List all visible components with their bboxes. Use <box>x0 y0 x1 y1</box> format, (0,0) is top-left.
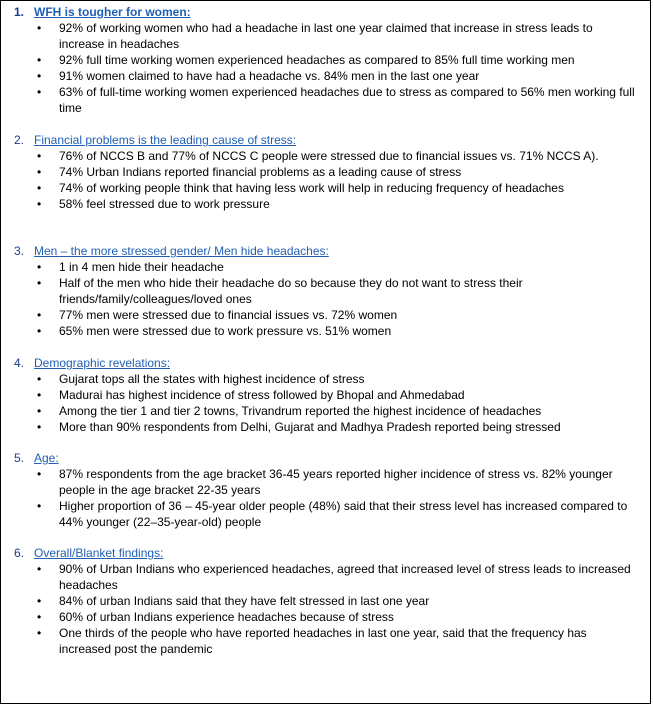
section-number: 5. <box>14 451 25 465</box>
section-heading <box>1 132 650 148</box>
bullet-icon: • <box>37 324 42 338</box>
bullet-icon: • <box>37 467 42 481</box>
section-number: 2. <box>14 133 25 147</box>
list-item: • 74% Urban Indians reported financial problems as a leading cause of stress <box>37 165 462 179</box>
bullet-icon: • <box>37 21 42 35</box>
bullet-icon: • <box>37 499 42 513</box>
list-item: • 63% of full-time working women experienced headaches due to stress as compared to 56% men working full time <box>37 85 635 115</box>
section-men <box>1 243 650 339</box>
section-number: 6. <box>14 546 25 560</box>
list-item: • 65% men were stressed due to work pressure vs. 51% women <box>37 324 392 338</box>
section-heading <box>1 545 650 561</box>
section-heading <box>1 450 650 466</box>
section-heading <box>1 4 650 20</box>
section-demographic <box>1 355 650 435</box>
bullet-list <box>1 561 650 657</box>
bullet-icon: • <box>37 610 42 624</box>
bullet-list <box>1 148 650 212</box>
section-age <box>1 450 650 530</box>
list-item: • 74% of working people think that having less work will help in reducing frequency of headaches <box>37 181 564 195</box>
bullet-list <box>1 466 650 530</box>
list-item: • 91% women claimed to have had a headache vs. 84% men in the last one year <box>37 69 480 83</box>
list-item: • Among the tier 1 and tier 2 towns, Trivandrum reported the highest incidence of headaches <box>37 404 542 418</box>
bullet-icon: • <box>37 420 42 434</box>
bullet-icon: • <box>37 276 42 290</box>
list-item: • 87% respondents from the age bracket 36-45 years reported higher incidence of stress vs. 82% younger people in the age bracket 22-35 years <box>37 467 613 497</box>
list-item: • 77% men were stressed due to financial issues vs. 72% women <box>37 308 398 322</box>
section-title: Financial problems is the leading cause of stress: <box>34 133 297 147</box>
section-heading <box>1 355 650 371</box>
list-item: • 60% of urban Indians experience headaches because of stress <box>37 610 394 624</box>
section-title: Overall/Blanket findings: <box>34 546 164 560</box>
section-heading <box>1 243 650 259</box>
bullet-icon: • <box>37 626 42 640</box>
bullet-icon: • <box>37 165 42 179</box>
bullet-icon: • <box>37 181 42 195</box>
section-number: 3. <box>14 244 25 258</box>
list-item: • 84% of urban Indians said that they have felt stressed in last one year <box>37 594 430 608</box>
bullet-icon: • <box>37 53 42 67</box>
bullet-icon: • <box>37 260 42 274</box>
section-title: Age: <box>34 451 59 465</box>
list-item: • 92% of working women who had a headache in last one year claimed that increase in stress leads to increase in headaches <box>37 21 593 51</box>
section-overall <box>1 545 650 657</box>
bullet-icon: • <box>37 197 42 211</box>
list-item: • 90% of Urban Indians who experienced headaches, agreed that increased level of stress leads to increased headaches <box>37 562 631 592</box>
section-title: Men – the more stressed gender/ Men hide headaches: <box>34 244 329 258</box>
list-item: • One thirds of the people who have reported headaches in last one year, said that the frequency has increased post the pandemic <box>37 626 587 656</box>
list-item: • More than 90% respondents from Delhi, Gujarat and Madhya Pradesh reported being stressed <box>37 420 561 434</box>
bullet-icon: • <box>37 69 42 83</box>
list-item: • Madurai has highest incidence of stress followed by Bhopal and Ahmedabad <box>37 388 465 402</box>
bullet-icon: • <box>37 562 42 576</box>
section-wfh <box>1 4 650 116</box>
bullet-icon: • <box>37 149 42 163</box>
section-financial <box>1 132 650 212</box>
bullet-list <box>1 259 650 339</box>
bullet-icon: • <box>37 85 42 99</box>
bullet-icon: • <box>37 388 42 402</box>
section-number: 4. <box>14 356 25 370</box>
section-title: Demographic revelations: <box>34 356 171 370</box>
list-item: • 1 in 4 men hide their headache <box>37 260 224 274</box>
list-item: • Gujarat tops all the states with highest incidence of stress <box>37 372 365 386</box>
bullet-icon: • <box>37 372 42 386</box>
list-item: • Higher proportion of 36 – 45-year older people (48%) said that their stress level has increased compared to 44% younger (22–35-year-old) people <box>37 499 628 529</box>
list-item: • Half of the men who hide their headache do so because they do not want to stress their friends/family/colleagues/loved ones <box>37 276 523 306</box>
section-title: WFH is tougher for women: <box>34 5 191 19</box>
bullet-icon: • <box>37 594 42 608</box>
section-number: 1. <box>14 5 25 19</box>
bullet-list <box>1 371 650 435</box>
bullet-list <box>1 20 650 116</box>
bullet-icon: • <box>37 308 42 322</box>
list-item: • 92% full time working women experienced headaches as compared to 85% full time working men <box>37 53 575 67</box>
bullet-icon: • <box>37 404 42 418</box>
list-item: • 58% feel stressed due to work pressure <box>37 197 270 211</box>
list-item: • 76% of NCCS B and 77% of NCCS C people were stressed due to financial issues vs. 71% NCCS A). <box>37 149 599 163</box>
